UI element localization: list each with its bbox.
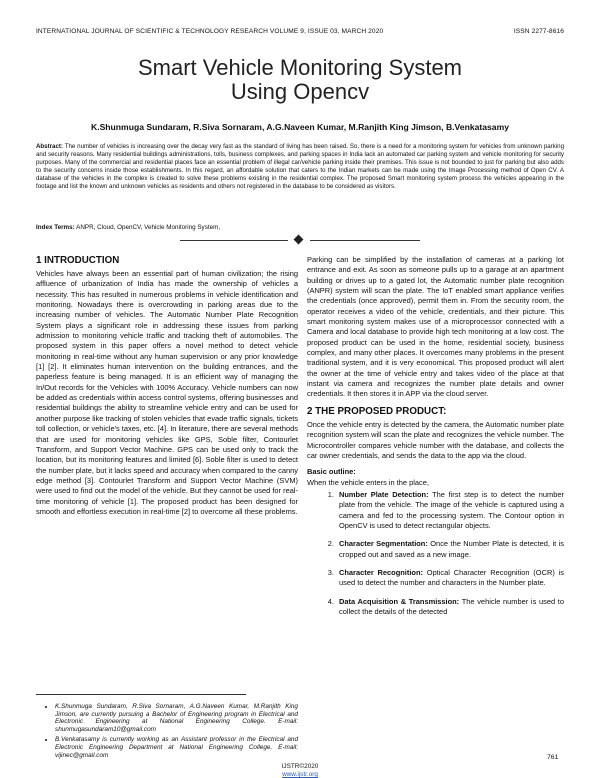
list-item-text: The first step is to detect the number plate from the vehicle. The image of the vehicle is captured using a camera and fed to the processing system. The Contour option in OpenCV is used to detect rectangular objects. [339,489,564,530]
index-terms-label: Index Terms: [36,224,75,231]
abstract-label: Abstract: [36,143,63,150]
paper-title [0,56,600,104]
index-terms [36,224,564,231]
list-item-text: Optical Character Recognition (OCR) is used to detect the number and characters in the Number plate. [339,567,564,588]
list-item-title: Data Acquisition & Transmission: [339,596,460,606]
list-item-title: Character Segmentation: [339,539,428,549]
issn-header: ISSN 2277-8616 [513,28,564,35]
section-heading-introduction: 1 INTRODUCTION [36,255,120,266]
title-line-2: Using Opencv [230,79,370,104]
footnotes [36,703,298,762]
index-terms-text: ANPR, Cloud, OpenCV, Vehicle Monitoring System, [74,224,221,231]
footnote-rule [36,694,246,695]
diamond-icon [294,235,304,245]
outline-list [307,490,564,617]
list-item [336,539,564,560]
list-item-title: Number Plate Detection: [339,489,429,499]
abstract-text: The number of vehicles is increasing over the decay very fast as the standard of living has been raised. So, there is a need for a monitoring system for vehicles from unknown parking and security reasons. Many residential buildings administrations, tolls, business complexes, and parking spaces in India lack an automated car parking system and vehicle monitoring for security purposes. Many of the commercial and residential places face an essential problem of illegal car/vehicle parking inside their premises. This issue is not bounded to just for parking but also adds to the security concerns inside those establishments. In this regard, an affordable solution that caters to the Indian markets can be made using the Image Processing method of Open CV. A database of the vehicles in the complex is created to solve these problems existing in the residential complex. The proposed Smart monitoring system process the vehicles appearing in the footage and list the known and unknown vehicles as residents and others not registered in the database to be considered as visitors. [36,143,564,190]
footnote-item: • B.Venkatasamy is currently working as an Assistant professor in the Electrical and Electronic Engineering Department at National Engineering College. E-mail: vijinec@gmail.com [55,736,298,759]
title-line-1: Smart Vehicle Monitoring System [137,55,463,80]
journal-header: INTERNATIONAL JOURNAL OF SCIENTIFIC & TECHNOLOGY RESEARCH VOLUME 9, ISSUE 03, MARCH 2020 [36,28,384,35]
footnote-item: • K.Shunmuga Sundaram, R.Siva Sornaram, A.G.Naveen Kumar, M.Ranjith King Jimson, are currently pursuing a Bachelor of Engineering program in Electrical and Electronic Engineering at National Engineering College. E-mail: shunmugasundaram10@gmail.com [55,703,298,733]
list-item-title: Character Recognition: [339,567,423,577]
list-item [336,490,564,531]
section-heading-proposed-product: 2 THE PROPOSED PRODUCT: [307,405,447,417]
separator-line-left [180,240,288,241]
author-list: K.Shunmuga Sundaram, R.Siva Sornaram, A.G.Naveen Kumar, M.Ranjith King Jimson, B.Venkatasamy [90,122,510,132]
section-separator [180,236,420,244]
introduction-paragraph: Vehicles have always been an essential part of human civilization; the rising affluence of urbanization of India has made the ownership of vehicles a necessity. This has resulted in numerous problems in vehicle identification and monitoring. Nowadays there is overcrowding in parking areas due to the increasing number of vehicles. The Automatic Number Plate Recognition System plays a significant role in addressing these issues from parking admission to monitoring vehicle traffic and tracking theft of automobiles. The proposed system in this paper offers a novel method to detect vehicle monitoring in real-time without any human supervision or any prior knowledge [1] [2]. It eliminates human intervention on the building entrances, and the paperless feature is being managed. It is an efficient way of managing the In/Out records for the Vehicles with 100% Accuracy. Vehicle numbers can now be added as credentials within access control systems, offering businesses and residential buildings the ability to streamline vehicle entry and can be used for another purpose like tracking of stolen vehicles that evade traffic signals, tickets toll collection, or vehicle's taxes, etc. [4]. In literature, there are several methods that are used for monitoring vehicles like GPS, Soble filter, Contourlet Transform, and Support Vector Machine. GPS can be used only to track the location, but its monitoring features and limited [6]. Soble filter is used to detect the number plate, but it lacks speed and accuracy when compared to the canny edge method [3]. Contourlet Transform and Support Vector Machine (SVM) were used to find out the model of the vehicle. But they cannot be used for real-time monitoring of vehicle [1]. The proposed product has been designed for smooth and effortless execution in real-time [2] to overcome all these problems. [36,269,298,516]
outline-intro: When the vehicle enters in the place, [307,477,429,487]
page-number: 761 [547,754,559,761]
list-item-text: Once the Number Plate is detected, it is cropped out and saved as a new image. [339,539,564,559]
footer-copyright: IJSTR©2020 [281,763,319,770]
footer-url-link[interactable]: www.ijstr.org [282,771,318,778]
outline-heading: Basic outline: [307,467,356,477]
introduction-continued-paragraph: Parking can be simplified by the installation of cameras at a parking lot entrance and exit. As soon as someone pulls up to a garage at an apartment building or drives up to a gated lot, the Automatic number plate recognition (ANPR) system will scan the plate. The IoT enabled smart appliance verifies the credentials (once approved), permit them in. From the security room, the operator receives a video of the vehicle, credentials, and their picture. This smart monitoring system makes use of a microprocessor connected with a Camera and local database to provide high tech monitoring at a low cost. The proposed product can be used in the home, residential society, business complex, and many other places. It overcomes many problems in the present traditional system, and it is very economical. This proposed product will alert the owner at the time of vehicle entry and takes video of the place at that instant via camera and recognizes the number plate details and owner credentials. It then stores it in APP via the cloud server. [307,255,564,399]
proposed-product-paragraph: Once the vehicle entry is detected by the camera, the Automatic number plate recognition system will scan the plate and recognizes the vehicle number. The Microcontroller compares vehicle number with the database, and collects the car owner credentials, and sends the data to the app via the cloud. [307,419,564,460]
list-item [336,597,564,618]
separator-line-right [310,240,420,241]
abstract [36,143,564,190]
right-column [307,255,564,625]
list-item [336,568,564,589]
left-column [36,255,298,517]
list-item-text: The vehicle number is used to collect the details of the detected [339,596,564,616]
